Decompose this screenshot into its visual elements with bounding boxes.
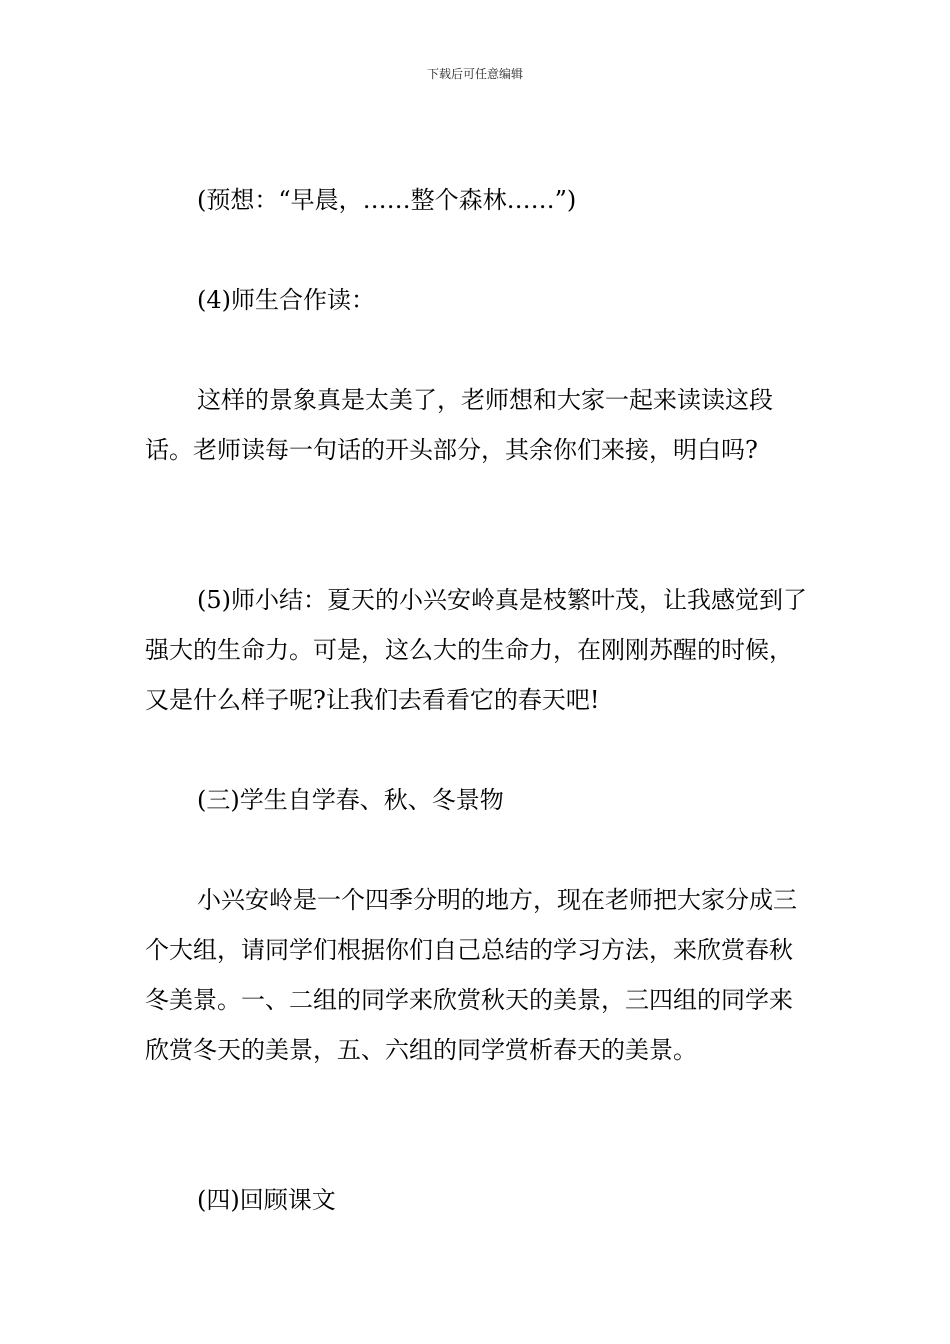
paragraph-group-assignment: 小兴安岭是一个四季分明的地方，现在老师把大家分成三个大组，请同学们根据你们自己总结的学习方法，来欣赏春秋冬美景。一、二组的同学来欣赏秋天的美景，三四组的同学来欣赏冬天的美景，五、六组的同学赏析春天的美景。	[145, 886, 797, 1064]
paragraph-teacher-reading: 这样的景象真是太美了，老师想和大家一起来读读这段话。老师读每一句话的开头部分，其余你们来接，明白吗?	[145, 386, 773, 464]
paragraph-cooperative-reading: (4)师生合作读：	[197, 286, 375, 314]
section-heading-self-study: (三)学生自学春、秋、冬景物	[197, 786, 504, 814]
section-heading-review: (四)回顾课文	[197, 1186, 336, 1214]
paragraph-teacher-summary: (5)师小结：夏天的小兴安岭真是枝繁叶茂，让我感觉到了强大的生命力。可是，这么大的生命力，在刚刚苏醒的时候，又是什么样子呢?让我们去看看它的春天吧!	[145, 586, 807, 714]
page-header: 下载后可任意编辑	[426, 67, 523, 81]
paragraph-anticipation: (预想：“早晨，……整个森林……”)	[197, 186, 577, 214]
